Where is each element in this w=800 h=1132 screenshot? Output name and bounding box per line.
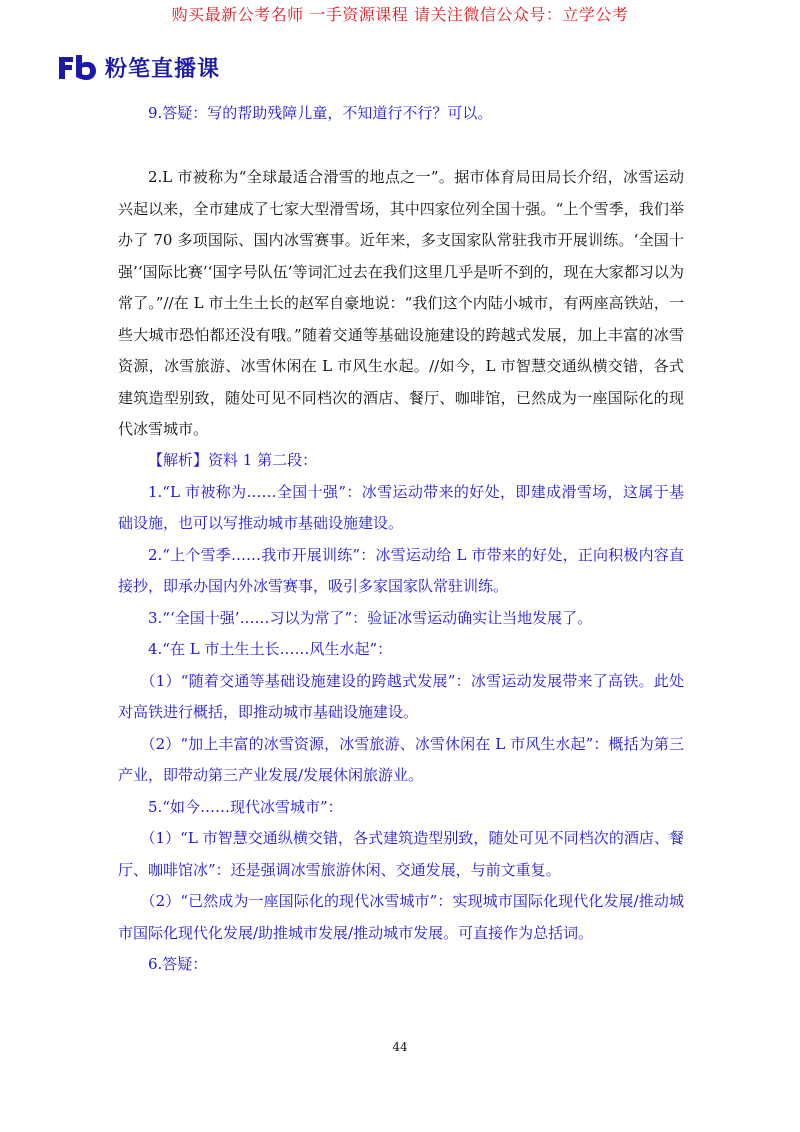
analysis-item-1: 1.“L 市被称为……全国十强”：冰雪运动带来的好处，即建成滑雪场，这属于基础设施，也可以写推动城市基础设施建设。 [118, 482, 684, 532]
analysis-heading-text: 资料 1 第二段： [208, 451, 318, 469]
analysis-item-6: 6.答疑： [148, 955, 208, 973]
material-paragraph: 2.L 市被称为“全球最适合滑雪的地点之一”。据市体育局田局长介绍，冰雪运动兴起以来，全市建成了七家大型滑雪场，其中四家位列全国十强。“上个雪季，我们举办了 70 多项国际、国内冰雪赛事。近年来，多支国家队常驻我市开展训练。‘全国十强’‘国际比赛’‘国字号队伍’等词汇过去在我们这里几乎是听不到的，现在大家都习以为常了。”//在 L 市土生土长的赵军自豪地说：“我们这个内陆小城市，有两座高铁站，一些大城市恐怕都还没有哦。”随着交通等基础设施建设的跨越式发展，加上丰富的冰雪资源，冰雪旅游、冰雪休闲在 L 市风生水起。//如今，L 市智慧交通纵横交错，各式建筑造型别致，随处可见不同档次的酒店、餐厅、咖啡馆，已然成为一座国际化的现代冰雪城市。 [118, 168, 684, 438]
analysis-item-5: 5.“如今……现代冰雪城市”： [148, 797, 343, 816]
analysis-item-4: 4.“在 L 市土生土长……风生水起”： [148, 640, 393, 658]
answer-9 [118, 98, 684, 130]
analysis-item-5-2: （2）“已然成为一座国际化的现代冰雪城市”：实现城市国际化现代化发展/推动城市国际化现代化发展/助推城市发展/推动城市发展。可直接作为总括词。 [118, 892, 684, 942]
brand-name: 粉笔直播课 [105, 56, 221, 82]
analysis-bracket-label: 【解析】 [148, 451, 209, 469]
answer-9-text: 9.答疑：写的帮助残障儿童，不知道行不行？可以。 [148, 104, 493, 122]
page-number: 44 [392, 1040, 408, 1054]
fenbi-logo-icon [57, 53, 97, 81]
analysis-item-3: 3.“‘全国十强’……习以为常了”：验证冰雪运动确实让当地发展了。 [148, 608, 593, 627]
analysis-item-5-1: （1）“L 市智慧交通纵横交错，各式建筑造型别致，随处可见不同档次的酒店、餐厅、咖啡馆冰”：还是强调冰雪旅游休闲、交通发展，与前文重复。 [118, 829, 684, 879]
analysis-item-4-2: （2）“加上丰富的冰雪资源，冰雪旅游、冰雪休闲在 L 市风生水起”：概括为第三产业，即带动第三产业发展/发展休闲旅游业。 [118, 734, 684, 784]
analysis-item-2: 2.“上个雪季……我市开展训练”：冰雪运动给 L 市带来的好处，正向积极内容直接抄，即承办国内外冰雪赛事，吸引多家国家队常驻训练。 [118, 545, 684, 595]
material-section [118, 162, 684, 446]
watermark-banner: 购买最新公考名师 一手资源课程 请关注微信公众号：立学公考 [171, 5, 629, 24]
analysis-item-4-1: （1）“随着交通等基础设施建设的跨越式发展”：冰雪运动发展带来了高铁。此处对高铁进行概括，即推动城市基础设施建设。 [118, 671, 684, 721]
analysis-heading [118, 445, 684, 477]
brand-header [57, 52, 220, 82]
analysis-section [118, 445, 684, 981]
